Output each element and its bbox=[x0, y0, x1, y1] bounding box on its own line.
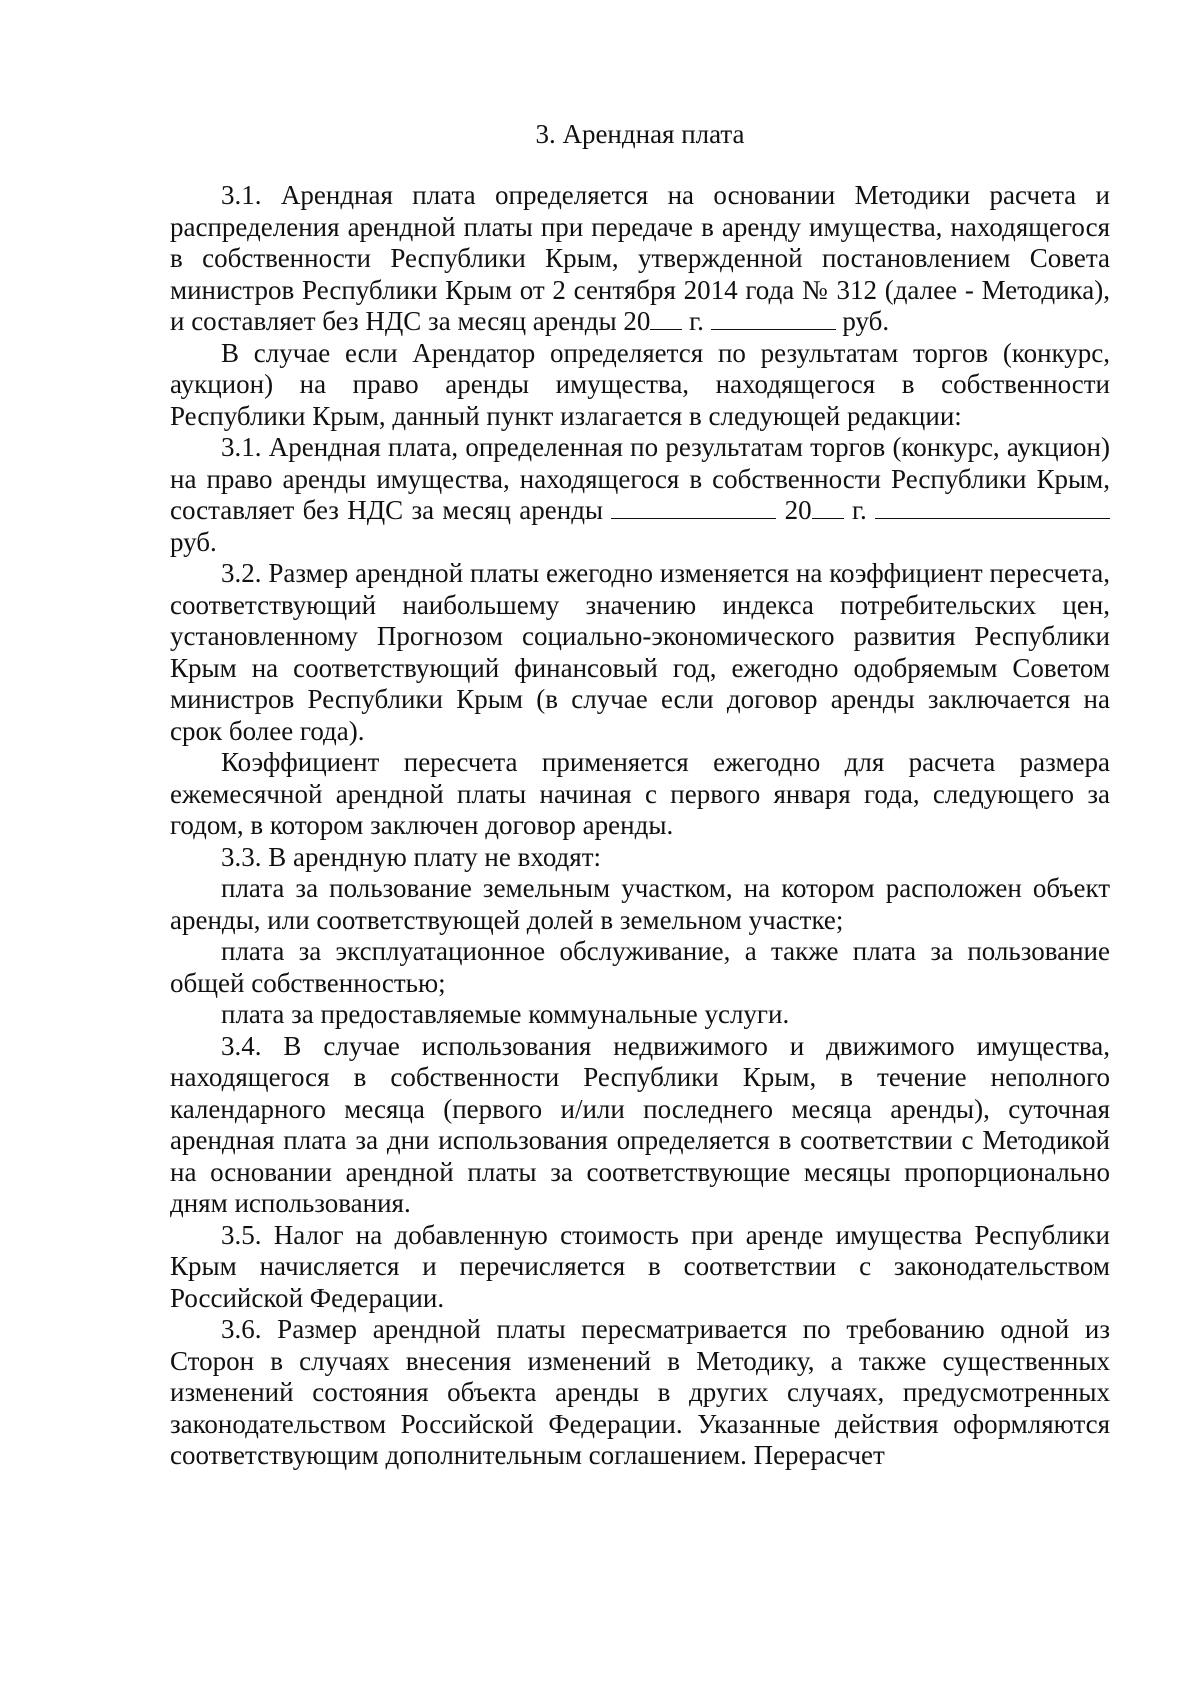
auction-year-prefix: 20 bbox=[776, 495, 812, 525]
paragraph-3-5: 3.5. Налог на добавленную стоимость при аренде имущества Республики Крым начисляется и перечисляется в соответствии с законодательством Российской Федерации. bbox=[170, 1219, 1110, 1313]
paragraph-maintenance-fee: плата за эксплуатационное обслуживание, а также плата за пользование общей собственностью; bbox=[170, 936, 1110, 998]
paragraph-auction-note: В случае если Арендатор определяется по результатам торгов (конкурс, аукцион) на право аренды имущества, находящегося в собственности Республики Крым, данный пункт излагается в следующей редакции: bbox=[170, 337, 1110, 431]
auction-year-suffix: г. bbox=[851, 495, 876, 525]
paragraph-land-fee: плата за пользование земельным участком, на котором расположен объект аренды, или соответствующей долей в земельном участке; bbox=[170, 873, 1110, 935]
paragraph-coefficient: Коэффициент пересчета применяется ежегодно для расчета размера ежемесячной арендной платы начиная с первого января года, следующего за годом, в котором заключен договор аренды. bbox=[170, 747, 1110, 840]
auction-amount-blank bbox=[875, 517, 1110, 519]
section-heading: 3. Арендная плата bbox=[535, 119, 745, 149]
paragraph-3-3: 3.3. В арендную плату не входят: bbox=[221, 841, 602, 872]
paragraph-3-4: 3.4. В случае использования недвижимого и движимого имущества, находящегося в собственности Республики Крым, в течение неполного календарного месяца (первого и/или последнего месяца аренды), суточная арендная плата за дни использования определяется в соответствии с Методикой на основании арендной платы за соответствующие месяцы пропорционально дням использования. bbox=[170, 1030, 1110, 1218]
paragraph-3-1-auction-text: 3.1. Арендная плата, определенная по результатам торгов (конкурс, аукцион) на право аренды имущества, находящегося в собственности Республики Крым, составляет без НДС за месяц аренды bbox=[170, 432, 1110, 525]
year-suffix: г. bbox=[682, 306, 704, 336]
document-body bbox=[170, 180, 1110, 1472]
paragraph-utilities: плата за предоставляемые коммунальные услуги. bbox=[221, 999, 790, 1029]
currency-suffix: руб. bbox=[835, 306, 890, 336]
paragraph-3-6: 3.6. Размер арендной платы пересматривается по требованию одной из Сторон в случаях внесения изменений в Методику, а также существенных изменений состояния объекта аренды в других случаях, предусмотренных законодательством Российской Федерации. Указанные действия оформляются соответствующим дополнительным соглашением. Перерасчет bbox=[170, 1314, 1110, 1470]
paragraph-3-1 bbox=[170, 180, 1110, 338]
year-blank bbox=[650, 328, 682, 330]
amount-blank bbox=[711, 328, 836, 330]
paragraph-3-1-auction bbox=[170, 432, 1110, 558]
paragraph-3-2: 3.2. Размер арендной платы ежегодно изменяется на коэффициент пересчета, соответствующий наибольшему значению индекса потребительских цен, установленному Прогнозом социально-экономического развития Республики Крым на соответствующий финансовый год, ежегодно одобряемым Советом министров Республики Крым (в случае если договор аренды заключается на срок более года). bbox=[170, 558, 1110, 746]
month-blank bbox=[611, 517, 776, 519]
auction-currency-suffix: руб. bbox=[170, 526, 217, 557]
paragraph-3-1-text: 3.1. Арендная плата определяется на основании Методики расчета и распределения арендной платы при передаче в аренду имущества, находящегося в собственности Республики Крым, утвержденной постановлением Совета министров Республики Крым от 2 сентября 2014 года № 312 (далее - Методика), и составляет без НДС за месяц аренды 20 bbox=[170, 180, 1110, 336]
auction-year-blank bbox=[812, 517, 844, 519]
